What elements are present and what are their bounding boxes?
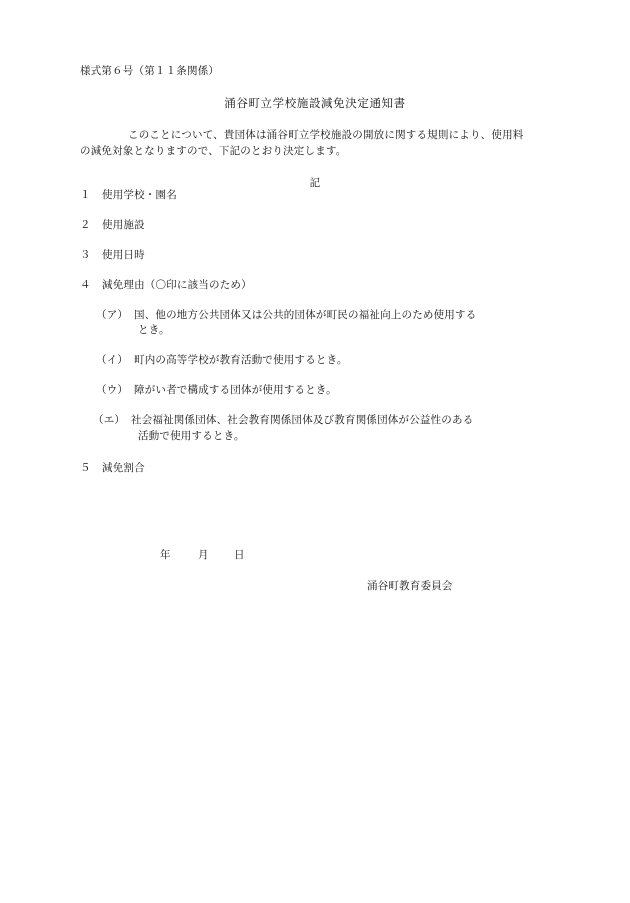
item-number: ２ (80, 219, 91, 231)
issuer-name: 涌谷町教育委員会 (367, 580, 453, 592)
ki-heading: 記 (309, 177, 321, 189)
reason-i (96, 353, 348, 367)
item-label: 減免割合 (102, 462, 145, 474)
reason-text: 社会福祉関係団体、社会教育関係団体及び教育関係団体が公益性のある (131, 414, 474, 426)
reason-text: 町内の高等学校が教育活動で使用するとき。 (134, 354, 348, 366)
reason-text: 障がい者で構成する団体が使用するとき。 (134, 384, 337, 396)
reason-text: 国、他の地方公共団体又は公共的団体が町民の福祉向上のため使用する (134, 309, 477, 321)
item-label: 使用日時 (102, 249, 145, 261)
item-usage-datetime (80, 248, 145, 262)
date-month: 月 (198, 549, 209, 561)
reason-a-continued: とき。 (138, 324, 170, 336)
reason-mark: （エ） (93, 414, 126, 426)
item-exemption-rate (80, 461, 145, 475)
reason-a (96, 308, 476, 322)
item-school-name (80, 188, 177, 202)
intro-line-2: の減免対象となりますので、下記のとおり決定します。 (80, 145, 347, 157)
reason-u (96, 383, 337, 397)
item-label: 減免理由（〇印に該当のため） (102, 279, 252, 291)
item-label: 使用学校・園名 (102, 189, 177, 201)
intro-line-1: このことについて、貴団体は涌谷町立学校施設の開放に関する規則により、使用料 (128, 129, 524, 141)
reason-mark: （ウ） (96, 384, 129, 396)
item-facility (80, 218, 145, 232)
item-number: ３ (80, 249, 91, 261)
reason-e (93, 413, 473, 427)
item-number: １ (80, 189, 91, 201)
date-year: 年 (160, 549, 171, 561)
reason-mark: （イ） (96, 354, 129, 366)
reason-e-continued: 活動で使用するとき。 (138, 430, 245, 442)
form-label: 様式第６号（第１１条関係） (80, 65, 220, 77)
date-day: 日 (234, 549, 245, 561)
issue-date (160, 548, 245, 562)
item-label: 使用施設 (102, 219, 145, 231)
item-exemption-reason (80, 278, 252, 292)
document-title: 涌谷町立学校施設減免決定通知書 (224, 96, 406, 110)
reason-mark: （ア） (96, 309, 129, 321)
item-number: ５ (80, 462, 91, 474)
item-number: ４ (80, 279, 91, 291)
